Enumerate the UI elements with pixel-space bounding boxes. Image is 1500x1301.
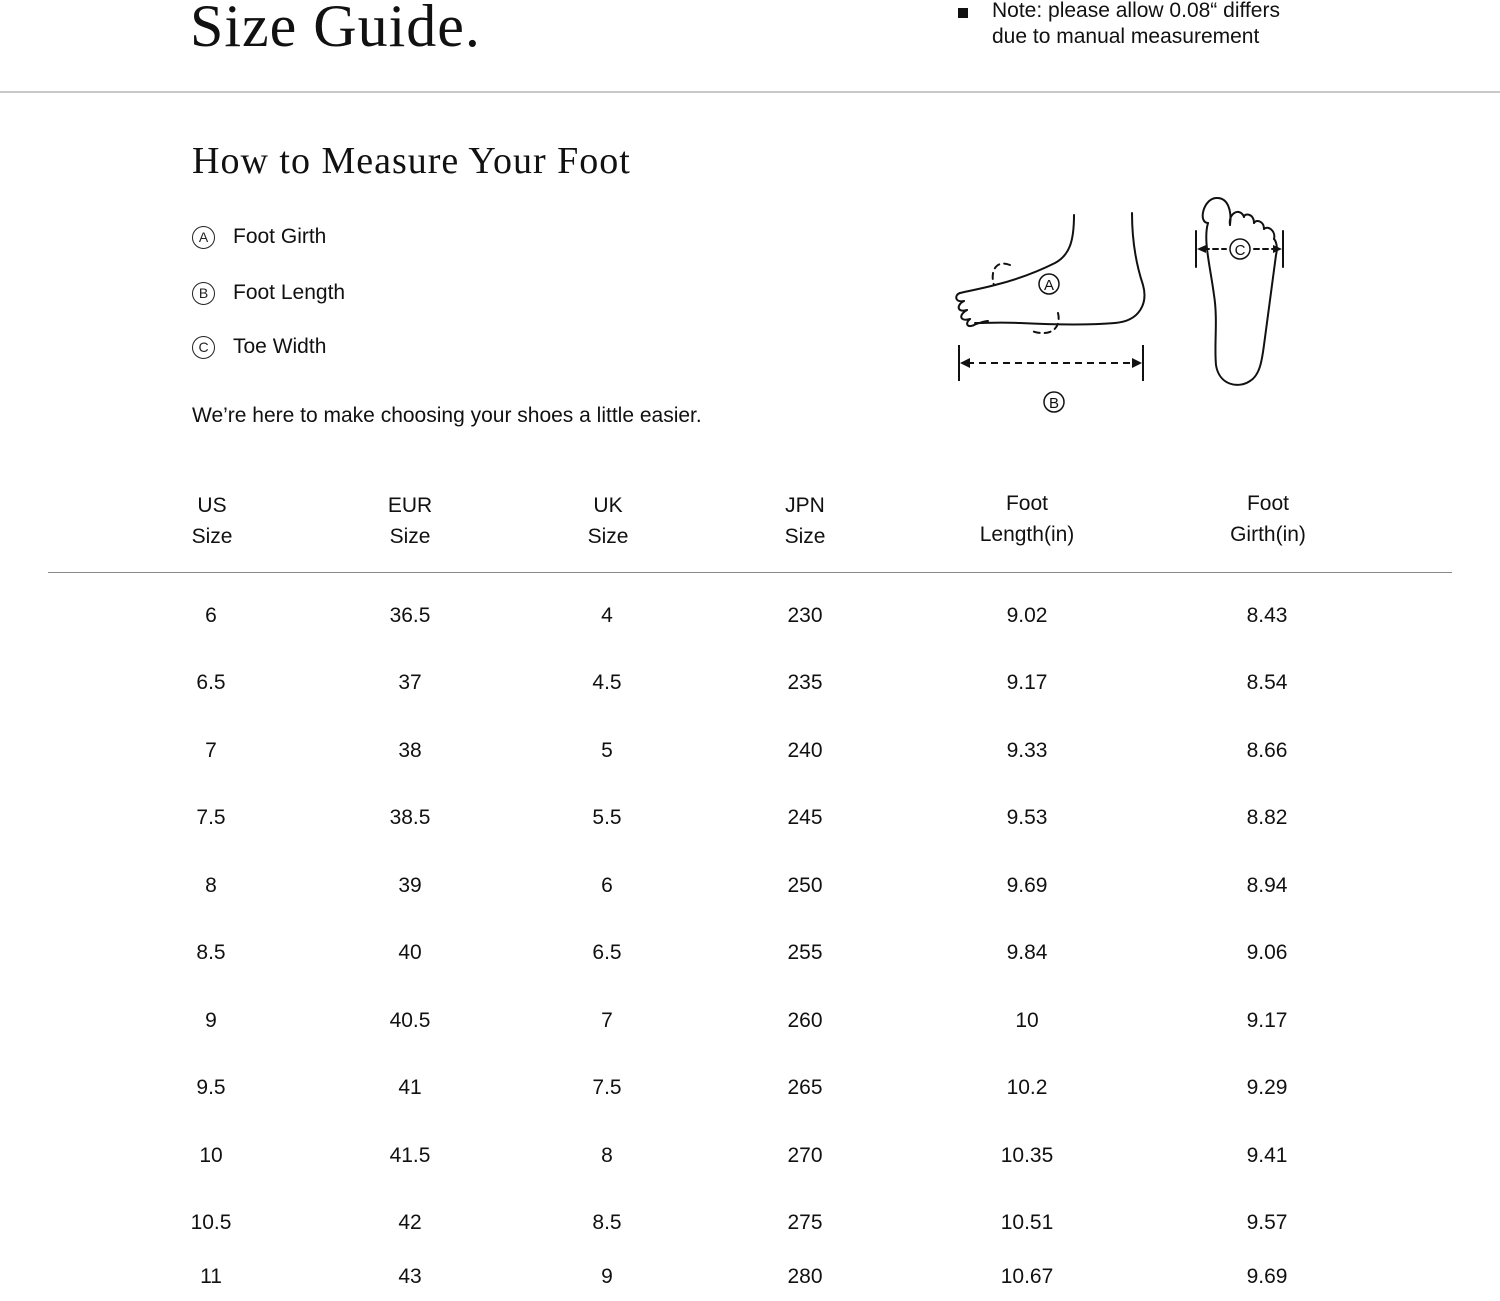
cell-eur-size: 39: [398, 874, 422, 897]
cell-jpn-size: 270: [787, 1144, 823, 1167]
letter-c-circle-icon: C: [192, 336, 215, 359]
cell-uk-size: 8.5: [592, 1211, 622, 1234]
cell-us-size: 7.5: [196, 806, 226, 829]
cell-us-size: 10: [199, 1144, 223, 1167]
cell-foot-girth: 8.54: [1246, 671, 1288, 694]
cell-uk-size: 9: [601, 1265, 613, 1288]
column-header-foot-length: Foot Length(in): [979, 492, 1075, 546]
cell-jpn-size: 235: [787, 671, 823, 694]
column-header-jpn-size: JPN Size: [784, 494, 826, 548]
cell-eur-size: 37: [398, 671, 422, 694]
cell-foot-length: 9.33: [1006, 739, 1048, 762]
square-bullet-icon: [958, 8, 968, 18]
cell-foot-length: 10: [1015, 1009, 1039, 1032]
cell-foot-girth: 9.29: [1246, 1076, 1288, 1099]
cell-foot-girth: 9.06: [1246, 941, 1288, 964]
cell-us-size: 6.5: [196, 671, 226, 694]
note-line-2: due to manual measurement: [992, 25, 1260, 48]
cell-us-size: 9.5: [196, 1076, 226, 1099]
column-header-uk-size: UK Size: [587, 494, 629, 548]
table-row: [0, 1140, 1500, 1180]
cell-us-size: 9: [205, 1009, 217, 1032]
legend-label: Foot Girth: [233, 225, 327, 248]
cell-jpn-size: 255: [787, 941, 823, 964]
table-row: [0, 802, 1500, 842]
note-line-1: Note: please allow 0.08“ differs: [992, 0, 1280, 22]
sole-foot-icon: [1196, 198, 1283, 385]
cell-uk-size: 4.5: [592, 671, 622, 694]
cell-uk-size: 5: [601, 739, 613, 762]
cell-eur-size: 40: [398, 941, 422, 964]
cell-foot-girth: 8.66: [1246, 739, 1288, 762]
cell-foot-length: 9.17: [1006, 671, 1048, 694]
cell-us-size: 10.5: [190, 1211, 232, 1234]
column-header-us-size: US Size: [191, 494, 233, 548]
cell-foot-length: 10.35: [1000, 1144, 1054, 1167]
cell-uk-size: 5.5: [592, 806, 622, 829]
cell-us-size: 7: [205, 739, 217, 762]
table-row: [0, 1261, 1500, 1301]
cell-foot-length: 9.53: [1006, 806, 1048, 829]
cell-foot-length: 10.51: [1000, 1211, 1054, 1234]
cell-eur-size: 36.5: [389, 604, 431, 627]
cell-eur-size: 41: [398, 1076, 422, 1099]
cell-us-size: 8.5: [196, 941, 226, 964]
cell-eur-size: 41.5: [389, 1144, 431, 1167]
cell-foot-girth: 9.17: [1246, 1009, 1288, 1032]
cell-jpn-size: 275: [787, 1211, 823, 1234]
cell-uk-size: 4: [601, 604, 613, 627]
cell-foot-girth: 9.69: [1246, 1265, 1288, 1288]
cell-foot-length: 9.84: [1006, 941, 1048, 964]
letter-b-circle-icon: B: [192, 282, 215, 305]
legend-label: Foot Length: [233, 281, 346, 304]
cell-eur-size: 38: [398, 739, 422, 762]
cell-foot-girth: 8.82: [1246, 806, 1288, 829]
cell-jpn-size: 250: [787, 874, 823, 897]
cell-eur-size: 38.5: [389, 806, 431, 829]
cell-foot-length: 9.02: [1006, 604, 1048, 627]
diagram-label-a: A: [1043, 277, 1055, 294]
cell-foot-length: 10.67: [1000, 1265, 1054, 1288]
cell-eur-size: 40.5: [389, 1009, 431, 1032]
cell-foot-girth: 9.57: [1246, 1211, 1288, 1234]
note-text: [992, 0, 1372, 50]
cell-uk-size: 7: [601, 1009, 613, 1032]
foot-measurement-diagram: [940, 185, 1300, 425]
table-row: [0, 937, 1500, 977]
cell-foot-girth: 8.43: [1246, 604, 1288, 627]
column-header-foot-girth: Foot Girth(in): [1230, 492, 1306, 546]
cell-jpn-size: 265: [787, 1076, 823, 1099]
table-row: [0, 667, 1500, 707]
header-divider: [0, 91, 1500, 93]
table-row: [0, 600, 1500, 640]
cell-jpn-size: 260: [787, 1009, 823, 1032]
table-row: [0, 735, 1500, 775]
table-header-divider: [48, 572, 1452, 573]
cell-us-size: 8: [205, 874, 217, 897]
tagline: We’re here to make choosing your shoes a little easier.: [192, 404, 702, 427]
diagram-label-c: C: [1234, 242, 1246, 259]
diagram-label-b: B: [1048, 395, 1060, 412]
cell-uk-size: 6.5: [592, 941, 622, 964]
cell-jpn-size: 240: [787, 739, 823, 762]
cell-jpn-size: 230: [787, 604, 823, 627]
legend-label: Toe Width: [233, 335, 327, 358]
table-row: [0, 870, 1500, 910]
side-foot-icon: [956, 213, 1144, 333]
cell-us-size: 6: [205, 604, 217, 627]
page-title: Size Guide.: [190, 0, 481, 59]
cell-eur-size: 43: [398, 1265, 422, 1288]
cell-eur-size: 42: [398, 1211, 422, 1234]
cell-uk-size: 7.5: [592, 1076, 622, 1099]
cell-foot-girth: 9.41: [1246, 1144, 1288, 1167]
cell-foot-girth: 8.94: [1246, 874, 1288, 897]
cell-jpn-size: 280: [787, 1265, 823, 1288]
cell-jpn-size: 245: [787, 806, 823, 829]
table-row: [0, 1072, 1500, 1112]
column-header-eur-size: EUR Size: [387, 494, 433, 548]
cell-uk-size: 8: [601, 1144, 613, 1167]
table-row: [0, 1207, 1500, 1247]
letter-a-circle-icon: A: [192, 226, 215, 249]
table-row: [0, 1005, 1500, 1045]
cell-us-size: 11: [200, 1265, 222, 1288]
section-heading: How to Measure Your Foot: [192, 140, 631, 182]
cell-foot-length: 10.2: [1006, 1076, 1048, 1099]
cell-foot-length: 9.69: [1006, 874, 1048, 897]
cell-uk-size: 6: [601, 874, 613, 897]
